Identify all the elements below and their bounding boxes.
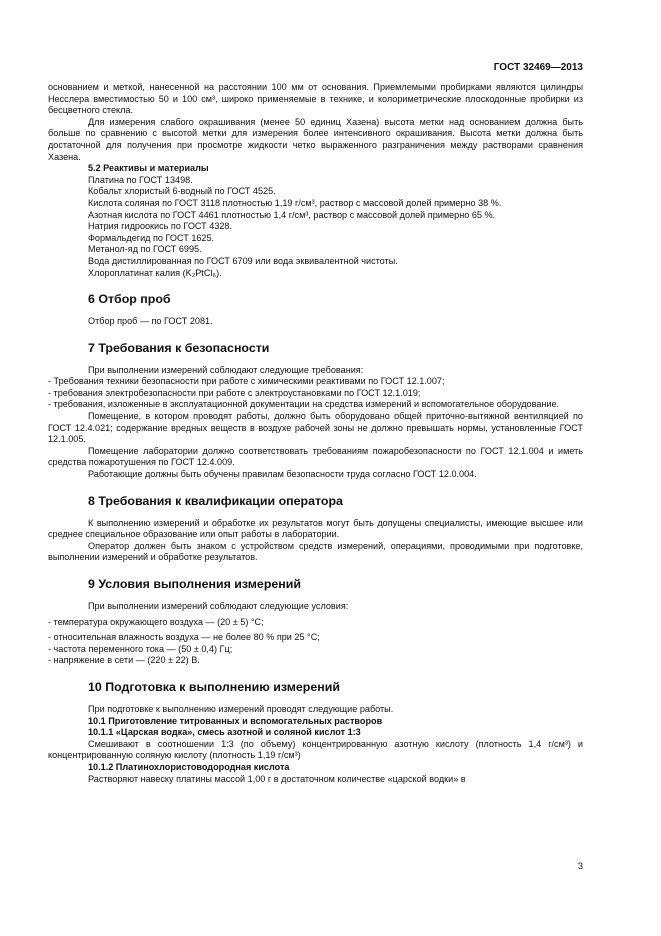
list-item: Формальдегид по ГОСТ 1625. bbox=[88, 232, 215, 243]
paragraph: При подготовке к выполнению измерений проводят следующие работы. bbox=[88, 703, 394, 714]
page-number: 3 bbox=[577, 861, 583, 872]
paragraph: При выполнении измерений соблюдают следующие условия: bbox=[88, 601, 349, 611]
list-item: Кобальт хлористый 6-водный по ГОСТ 4525. bbox=[88, 186, 276, 197]
paragraph: Помещение, в котором проводят работы, должно быть оборудовано общей приточно-вытяжной вентиляцией по ГОСТ 12.4.021; содержание вредных веществ в воздухе рабочей зоны не должно превышать нормы, установленные ГОСТ 12.1.005. bbox=[48, 411, 583, 445]
paragraph: Помещение лаборатории должно соответствовать требованиям пожаробезопасности по ГОСТ 12.1.004 и иметь средства пожаротушения по ГОСТ 12.4.009. bbox=[48, 445, 583, 468]
section-title: 9 Условия выполнения измерений bbox=[88, 577, 301, 591]
subsection-title: 5.2 Реактивы и материалы bbox=[88, 163, 209, 174]
paragraph: Оператор должен быть знаком с устройством средств измерений, операциями, проводимыми при подготовке, выполнении измерений и обработке результатов. bbox=[48, 540, 583, 563]
list-item: - температура окружающего воздуха — (20 ± 5) °С; bbox=[48, 616, 264, 627]
list-item: - относительная влажность воздуха — не более 80 % при 25 °С; bbox=[48, 632, 320, 643]
list-item: - частота переменного тока — (50 ± 0,4) Гц; bbox=[48, 643, 233, 654]
section-title: 10 Подготовка к выполнению измерений bbox=[88, 679, 340, 694]
paragraph: Смешивают в соотношении 1:3 (по объему) концентрированную азотную кислоту (плотность 1,4 г/см³) и концентрированную соляную кислоту (плотность 1,19 г/см³) bbox=[48, 738, 583, 761]
list-item: Платина по ГОСТ 13498. bbox=[88, 174, 193, 185]
paragraph: К выполнению измерений и обработке их результатов могут быть допущены специалисты, имеющие высшее или среднее специальное образование или опыт работы в лаборатории. bbox=[48, 517, 583, 540]
section-title: 8 Требования к квалификации оператора bbox=[88, 493, 343, 508]
paragraph: Для измерения слабого окрашивания (менее 50 единиц Хазена) высота метки над основанием должна быть больше по сравнению с высотой метки для измерения более интенсивного окрашивания. Высота метки должна быть достаточной для получения при просмотре жидкости четко выраженного разграничения между растворами сравнения Хазена. bbox=[48, 116, 583, 162]
list-item: Хлороплатинат калия (K₂PtCl₆). bbox=[88, 267, 222, 278]
list-item: Кислота соляная по ГОСТ 3118 плотностью 1,19 г/см³, раствор с массовой долей примерно 38 %. bbox=[88, 197, 502, 208]
section-title: 7 Требования к безопасности bbox=[88, 340, 270, 355]
list-item: - Требования техники безопасности при работе с химическими реактивами по ГОСТ 12.1.007; bbox=[48, 376, 445, 387]
list-item: Вода дистиллированная по ГОСТ 6709 или вода эквивалентной чистоты. bbox=[88, 255, 398, 266]
section-title: 6 Отбор проб bbox=[88, 292, 171, 307]
subsection-title: 10.1 Приготовление титрованных и вспомогательных растворов bbox=[88, 715, 383, 726]
list-item: - напряжение в сети — (220 ± 22) В. bbox=[48, 655, 200, 666]
paragraph: Работающие должны быть обучены правилам безопасности труда согласно ГОСТ 12.0.004. bbox=[88, 469, 477, 480]
document-body bbox=[48, 82, 583, 785]
paragraph: основанием и меткой, нанесенной на расстоянии 100 мм от основания. Приемлемыми пробирками являются цилиндры Несслера вместимостью 50 и 100 см³, широко применяемые в технике, и колориметрические плоскодонные пробирки из бесцветного стекла. bbox=[48, 82, 583, 116]
list-item: Азотная кислота по ГОСТ 4461 плотностью 1,4 г/см³, раствор с массовой долей примерно 65 %. bbox=[88, 209, 496, 220]
subsection-title: 10.1.1 «Царская водка», смесь азотной и соляной кислот 1:3 bbox=[88, 727, 361, 738]
paragraph: Растворяют навеску платины массой 1,00 г в достаточном количестве «царской водки» в bbox=[88, 773, 466, 784]
subsection-title: 10.1.2 Платинохлористоводородная кислота bbox=[88, 761, 290, 772]
paragraph: Отбор проб — по ГОСТ 2081. bbox=[88, 316, 213, 327]
document-header: ГОСТ 32469—2013 bbox=[493, 62, 583, 73]
list-item: Метанол-яд по ГОСТ 6995. bbox=[88, 244, 202, 255]
list-item: Натрия гидроокись по ГОСТ 4328. bbox=[88, 221, 233, 232]
list-item: - требования, изложенные в эксплуатационной документации на средства измерений и вспомогательное оборудование. bbox=[48, 399, 560, 410]
paragraph: При выполнении измерений соблюдают следующие требования: bbox=[88, 364, 364, 375]
list-item: - требования электробезопасности при работе с электроустановками по ГОСТ 12.1.019; bbox=[48, 387, 421, 398]
